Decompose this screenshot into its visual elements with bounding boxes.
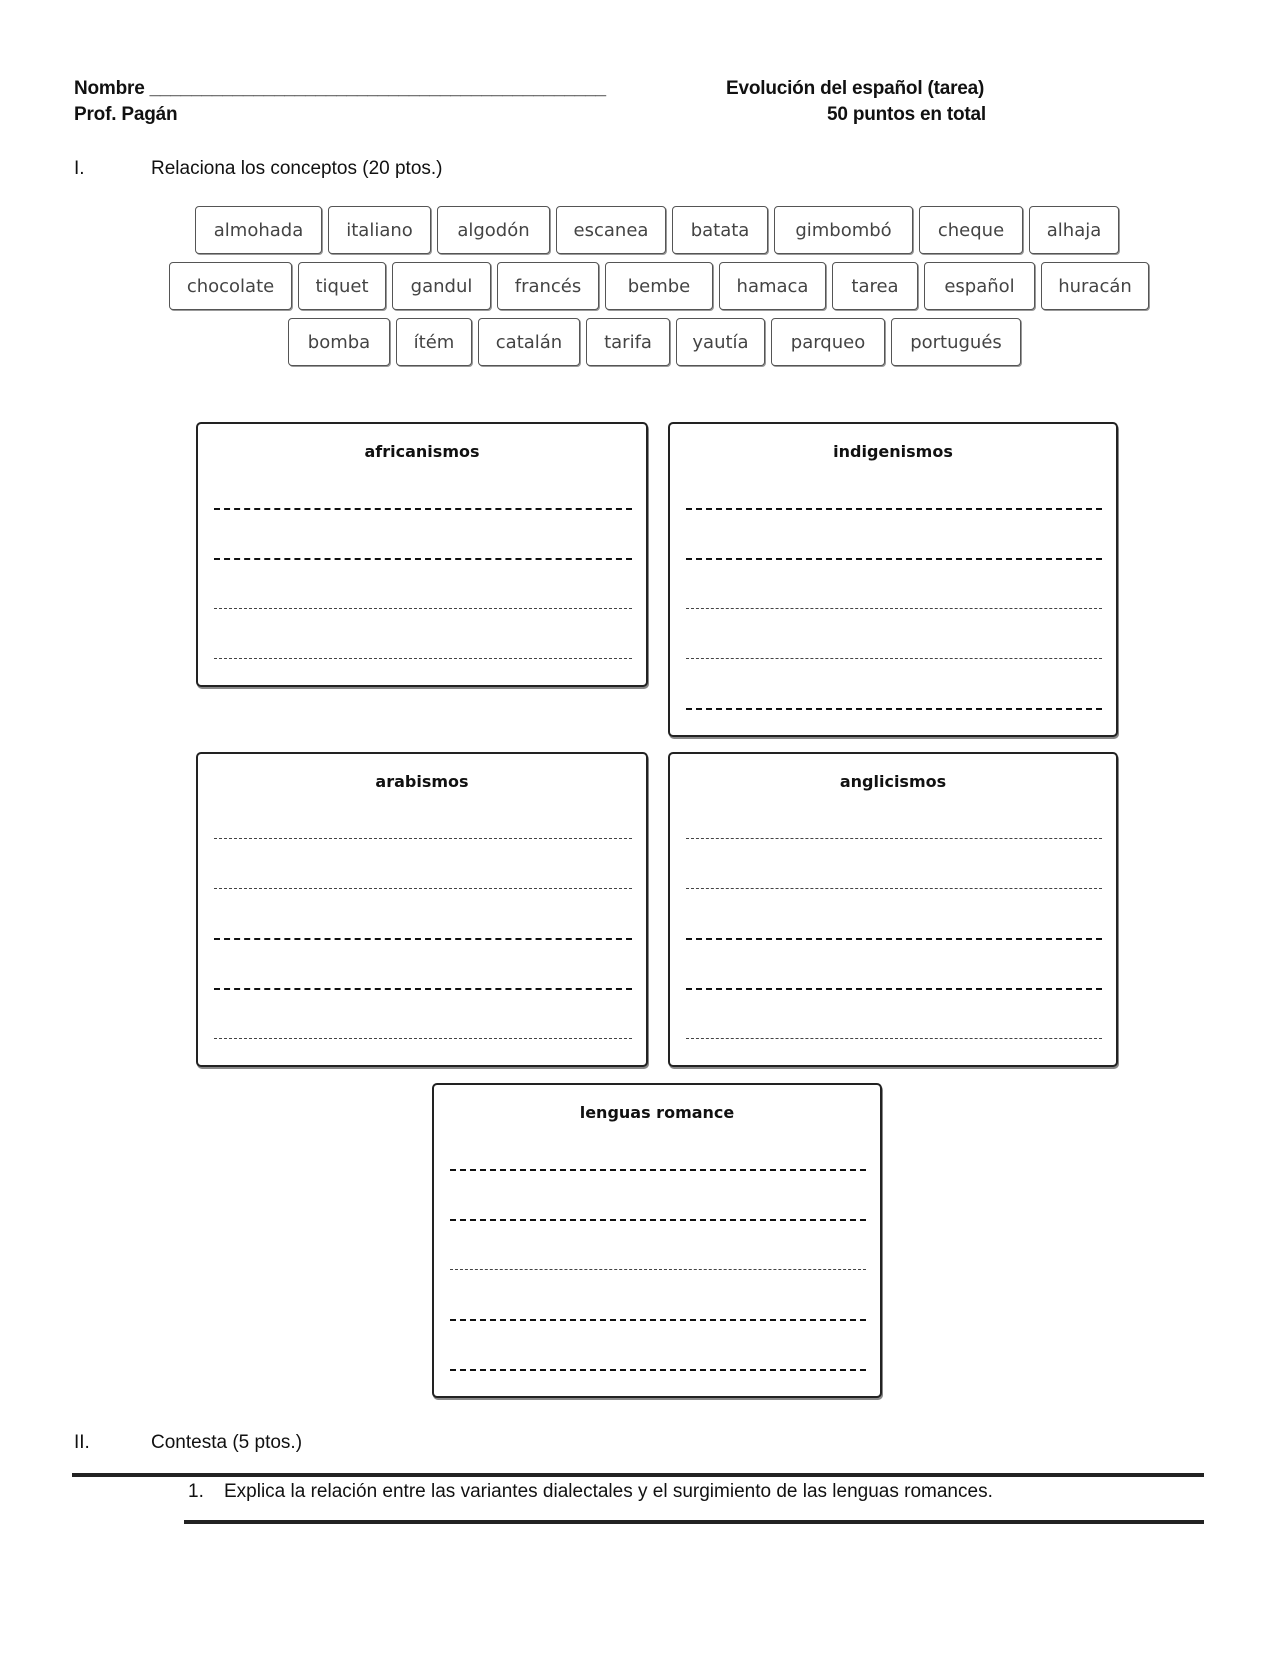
- answer-line[interactable]: [686, 708, 1102, 710]
- answer-line[interactable]: [686, 838, 1102, 839]
- word-chip[interactable]: tiquet: [298, 262, 386, 310]
- answer-line[interactable]: [214, 988, 632, 990]
- word-chip[interactable]: tarea: [832, 262, 918, 310]
- answer-line[interactable]: [450, 1369, 866, 1371]
- question-text: Explica la relación entre las variantes dialectales y el surgimiento de las lenguas romances.: [224, 1481, 993, 1502]
- word-chip[interactable]: italiano: [328, 206, 431, 254]
- answer-line[interactable]: [450, 1169, 866, 1171]
- arabismos-box: [196, 752, 648, 1067]
- anglicismos-box: [668, 752, 1118, 1067]
- answer-line[interactable]: [686, 658, 1102, 659]
- section-number: II.: [74, 1432, 90, 1453]
- word-chip[interactable]: ítém: [396, 318, 472, 366]
- word-chip[interactable]: cheque: [919, 206, 1023, 254]
- answer-line[interactable]: [686, 938, 1102, 940]
- section-2-heading: [74, 1430, 674, 1456]
- answer-line[interactable]: [686, 988, 1102, 990]
- word-chip[interactable]: gandul: [392, 262, 491, 310]
- points-total: 50 puntos en total: [827, 104, 986, 125]
- word-chip[interactable]: francés: [497, 262, 599, 310]
- word-chip[interactable]: parqueo: [771, 318, 885, 366]
- section-instruction: Contesta (5 ptos.): [151, 1432, 303, 1453]
- answer-line[interactable]: [214, 838, 632, 839]
- answer-line[interactable]: [214, 658, 632, 659]
- word-chip[interactable]: chocolate: [169, 262, 292, 310]
- word-bank-row-3: [288, 318, 1021, 366]
- word-chip[interactable]: alhaja: [1029, 206, 1119, 254]
- answer-line[interactable]: [450, 1269, 866, 1270]
- section-number: I.: [74, 158, 85, 179]
- word-chip[interactable]: español: [924, 262, 1035, 310]
- word-chip[interactable]: hamaca: [719, 262, 826, 310]
- word-chip[interactable]: algodón: [437, 206, 550, 254]
- word-bank-row-2: [169, 262, 1149, 310]
- section-instruction: Relaciona los conceptos (20 ptos.): [151, 158, 443, 179]
- answer-line[interactable]: [214, 1038, 632, 1039]
- answer-rule[interactable]: [184, 1520, 1204, 1524]
- box-title: africanismos: [364, 442, 480, 461]
- answer-line[interactable]: [214, 608, 632, 609]
- word-bank-row-1: [195, 206, 1119, 254]
- question-number: 1.: [188, 1481, 204, 1502]
- answer-line[interactable]: [686, 558, 1102, 560]
- answer-line[interactable]: [686, 508, 1102, 510]
- word-chip[interactable]: gimbombó: [774, 206, 913, 254]
- word-chip[interactable]: almohada: [195, 206, 322, 254]
- answer-line[interactable]: [214, 508, 632, 510]
- word-chip[interactable]: batata: [672, 206, 768, 254]
- answer-line[interactable]: [214, 938, 632, 940]
- indigenismos-box: [668, 422, 1118, 737]
- teacher-name: Prof. Pagán: [74, 104, 178, 125]
- word-chip[interactable]: huracán: [1041, 262, 1149, 310]
- answer-line[interactable]: [686, 1038, 1102, 1039]
- answer-line[interactable]: [450, 1319, 866, 1321]
- box-title: lenguas romance: [579, 1103, 735, 1122]
- word-chip[interactable]: bembe: [605, 262, 713, 310]
- name-field-label: Nombre ____________________________________________: [74, 78, 606, 99]
- africanismos-box: [196, 422, 648, 687]
- divider-rule: [72, 1473, 1204, 1477]
- word-chip[interactable]: catalán: [478, 318, 580, 366]
- answer-line[interactable]: [686, 888, 1102, 889]
- lenguas-romance-box: [432, 1083, 882, 1398]
- word-chip[interactable]: escanea: [556, 206, 666, 254]
- word-chip[interactable]: portugués: [891, 318, 1021, 366]
- document-title: Evolución del español (tarea): [726, 78, 985, 99]
- answer-line[interactable]: [214, 888, 632, 889]
- box-title: anglicismos: [839, 772, 947, 791]
- word-chip[interactable]: bomba: [288, 318, 390, 366]
- answer-line[interactable]: [686, 608, 1102, 609]
- answer-line[interactable]: [214, 558, 632, 560]
- section-1-heading: [74, 156, 674, 182]
- word-chip[interactable]: tarifa: [586, 318, 670, 366]
- box-title: arabismos: [375, 772, 469, 791]
- box-title: indigenismos: [833, 442, 953, 461]
- word-chip[interactable]: yautía: [676, 318, 765, 366]
- answer-line[interactable]: [450, 1219, 866, 1221]
